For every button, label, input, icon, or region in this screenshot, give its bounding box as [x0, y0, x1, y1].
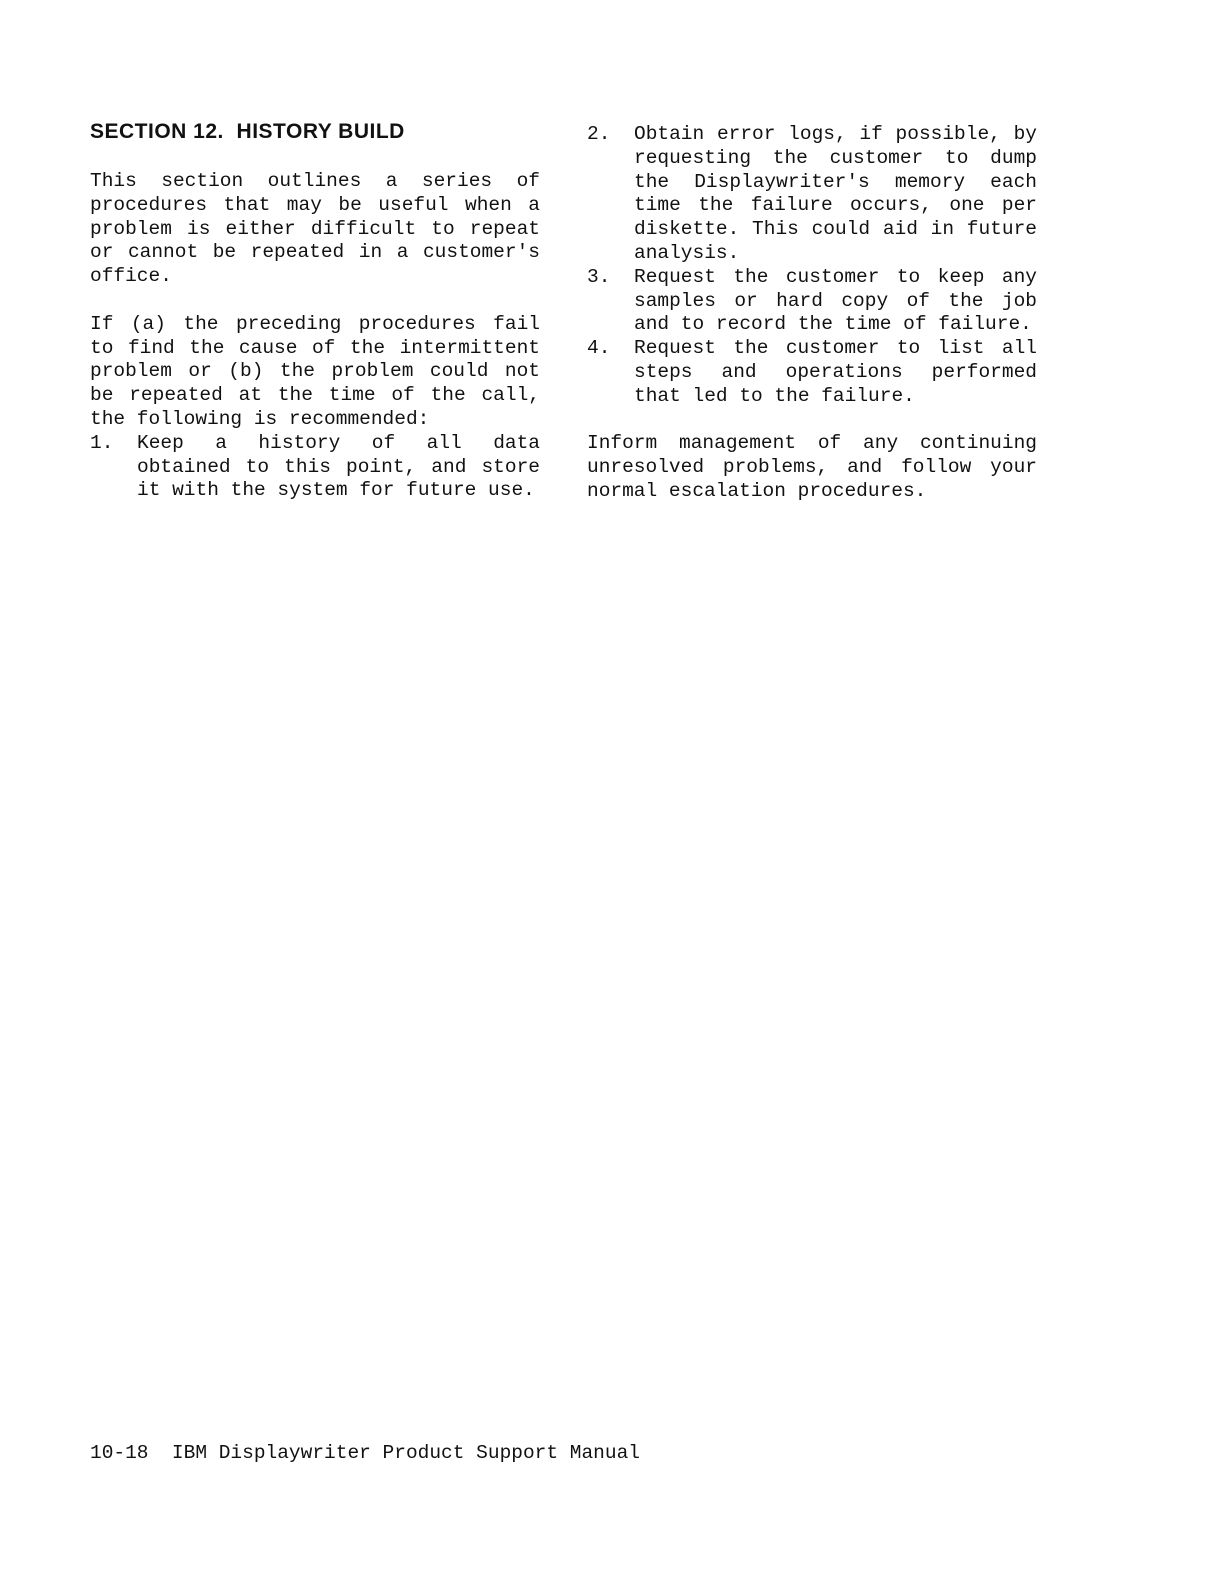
- section-heading: SECTION 12. HISTORY BUILD: [90, 120, 405, 143]
- list-item: [587, 266, 1037, 337]
- list-item-text: Request the customer to keep any samples or hard copy of the job and to record the time of failure.: [634, 265, 1037, 336]
- list-item-number: 2.: [587, 123, 611, 145]
- list-item-number: 1.: [90, 431, 114, 454]
- page-footer: 10-18 IBM Displaywriter Product Support Manual: [90, 1442, 640, 1464]
- intro-paragraph: This section outlines a series of procedures that may be useful when a problem is either difficult to repeat or cannot be repeated in a customer's office.: [90, 170, 540, 288]
- list-item-text: Obtain error logs, if possible, by requesting the customer to dump the Displaywriter's memory each time the failure occurs, one per diskette. This could aid in future analysis.: [634, 123, 1037, 264]
- list-item: [587, 123, 1037, 266]
- list-item-text: Keep a history of all data obtained to this point, and store it with the system for future use.: [137, 431, 540, 502]
- list-item: [90, 432, 540, 503]
- closing-paragraph: Inform management of any continuing unresolved problems, and follow your normal escalation procedures.: [587, 432, 1037, 502]
- list-item-number: 4.: [587, 337, 611, 360]
- list-item-text: Request the customer to list all steps and operations performed that led to the failure.: [634, 337, 1037, 407]
- list-item-number: 3.: [587, 265, 611, 288]
- list-item: [587, 337, 1037, 408]
- condition-paragraph: If (a) the preceding procedures fail to find the cause of the intermittent problem or (b) the problem could not be repeated at the time of the call, the following is recommended:: [90, 312, 540, 430]
- right-column: [587, 123, 1037, 504]
- left-column: [90, 170, 540, 503]
